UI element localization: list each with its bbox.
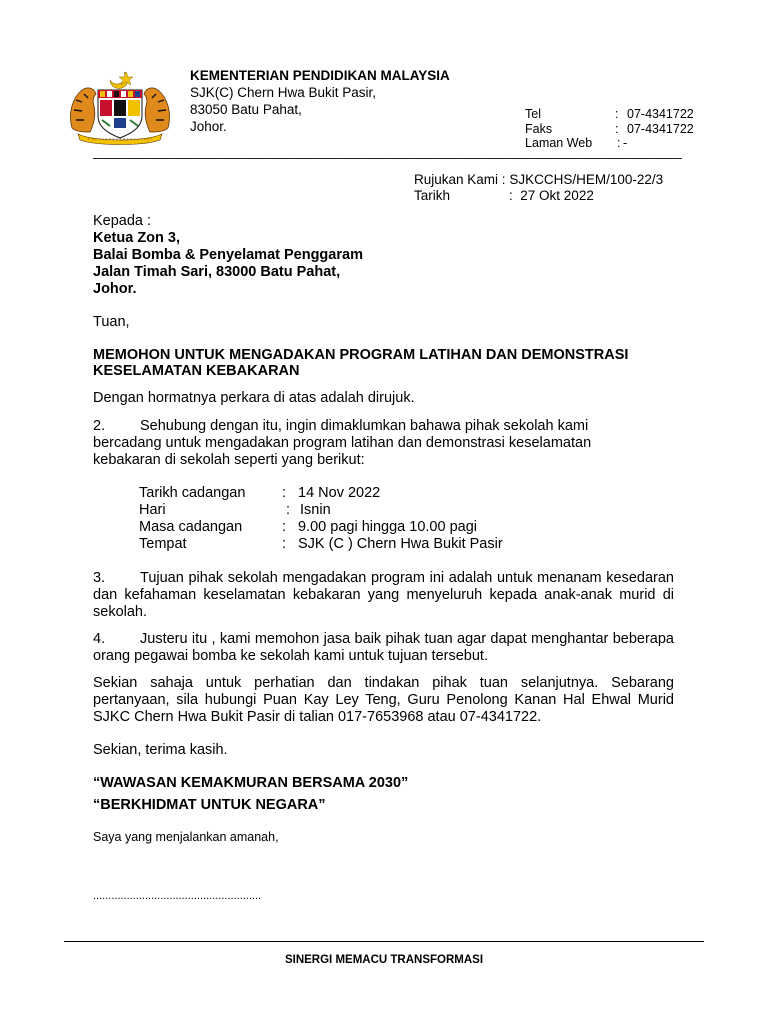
motto-line: “WAWASAN KEMAKMURAN BERSAMA 2030” [93, 775, 409, 791]
contact-label: Laman Web [525, 136, 593, 150]
salutation: Tuan, [93, 314, 130, 330]
date-colon: : [509, 188, 513, 203]
detail-key: Masa cadangan [139, 519, 243, 535]
contact-value: 07-4341722 [627, 122, 694, 136]
closing-line: Sekian, terima kasih. [93, 742, 228, 758]
contact-value: - [623, 136, 628, 150]
detail-value: Isnin [296, 502, 331, 518]
header-divider: ————————————————————————————————————————————————— [93, 150, 681, 165]
contact-tel [525, 107, 694, 121]
recipient-line: Ketua Zon 3, [93, 230, 181, 246]
reference-number [414, 172, 663, 187]
footer-divider [64, 941, 704, 942]
detail-row: Tempat : SJK (C ) Chern Hwa Bukit Pasir [139, 536, 503, 552]
detail-key: Hari [139, 502, 166, 518]
recipient-line: Jalan Timah Sari, 83000 Batu Pahat, [93, 264, 341, 280]
signature-line: ....................................................... [93, 890, 262, 902]
subject-line: MEMOHON UNTUK MENGADAKAN PROGRAM LATIHAN DAN DEMONSTRASI [93, 347, 629, 363]
paragraph-text: kebakaran di sekolah seperti yang berikut: [93, 452, 365, 468]
recipient-line: Johor. [93, 281, 137, 297]
reference-value: SJKCCHS/HEM/100-22/3 [509, 172, 664, 187]
detail-value: 9.00 pagi hingga 10.00 pagi [298, 519, 477, 535]
school-name: SJK(C) Chern Hwa Bukit Pasir, [190, 85, 377, 100]
detail-value: 14 Nov 2022 [298, 485, 381, 501]
signoff: Saya yang menjalankan amanah, [93, 830, 279, 844]
detail-row: Tarikh cadangan : 14 Nov 2022 [139, 485, 381, 501]
contact-value: 07-4341722 [627, 107, 694, 121]
date-label: Tarikh [414, 188, 451, 203]
paragraph-2 [93, 418, 674, 469]
paragraph-text: Sehubung dengan itu, ingin dimaklumkan bahawa pihak sekolah kami [140, 418, 589, 434]
paragraph-text: bercadang untuk mengadakan program latihan dan demonstrasi keselamatan [93, 435, 592, 451]
paragraph-number: 3. [93, 570, 106, 586]
paragraph-text: Tujuan pihak sekolah mengadakan program ini adalah untuk menanam kesedaran dan kefahaman keselamatan kebakaran yang menyeluruh kepada anak-anak murid di sekolah. [93, 570, 674, 620]
footer-slogan: SINERGI MEMACU TRANSFORMASI [284, 954, 484, 966]
paragraph-text: Justeru itu , kami memohon jasa baik pihak tuan agar dapat menghantar beberapa orang pegawai bomba ke sekolah kami untuk tujuan tersebut. [93, 631, 674, 664]
motto-line: “BERKHIDMAT UNTUK NEGARA” [93, 797, 326, 813]
paragraph-4 [93, 631, 674, 665]
paragraph-number: 4. [93, 631, 106, 647]
contact-label: Faks [525, 122, 553, 136]
contact-website [525, 136, 627, 150]
paragraph-3 [93, 570, 674, 621]
contact-label: Tel [525, 107, 541, 121]
school-state: Johor. [190, 119, 227, 134]
reference-label: Rujukan Kami : [414, 172, 506, 187]
reference-date [414, 188, 594, 203]
paragraph-1: Dengan hormatnya perkara di atas adalah dirujuk. [93, 390, 415, 406]
paragraph-5: Sekian sahaja untuk perhatian dan tindakan pihak tuan selanjutnya. Sebarang pertanyaan, sila hubungi Puan Kay Ley Teng, Guru Penolong Kanan Hal Ehwal Murid SJKC Chern Hwa Bukit Pasir di talian 017-7653968 atau 07-4341722. [93, 675, 674, 725]
detail-key: Tarikh cadangan [139, 485, 246, 501]
contact-colon: : [615, 122, 619, 136]
subject-line: KESELAMATAN KEBAKARAN [93, 363, 300, 379]
detail-row: Masa cadangan : 9.00 pagi hingga 10.00 pagi [139, 519, 477, 535]
contact-fax [525, 122, 694, 136]
contact-colon: : [615, 107, 619, 121]
school-postcode-town: 83050 Batu Pahat, [190, 102, 302, 117]
detail-value: SJK (C ) Chern Hwa Bukit Pasir [298, 536, 503, 552]
detail-row: Hari : Isnin [139, 502, 331, 518]
contact-colon: : [617, 136, 621, 150]
date-value: 27 Okt 2022 [520, 188, 594, 203]
detail-key: Tempat [139, 536, 187, 552]
recipient-intro: Kepada : [93, 213, 152, 229]
recipient-line: Balai Bomba & Penyelamat Penggaram [93, 247, 363, 263]
ministry-name: KEMENTERIAN PENDIDIKAN MALAYSIA [190, 68, 450, 83]
coat-of-arms-logo [64, 66, 176, 146]
paragraph-number: 2. [93, 418, 106, 434]
